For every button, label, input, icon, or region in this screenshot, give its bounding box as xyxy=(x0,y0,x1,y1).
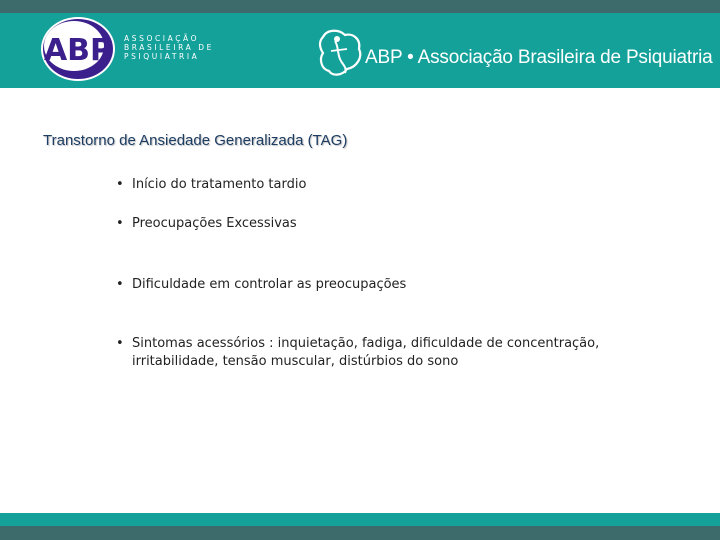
abp-logo xyxy=(40,16,116,82)
top-stripe xyxy=(0,0,720,13)
bottom-stripe xyxy=(0,526,720,540)
banner-text: ABP • Associação Brasileira de Psiquiatria xyxy=(365,47,713,68)
abp-subtitle-line-1: ASSOCIAÇÃO xyxy=(124,34,200,43)
bullet-text: Dificuldade em controlar as preocupações xyxy=(132,277,407,292)
bullet-item xyxy=(116,276,676,294)
bottom-band xyxy=(0,513,720,526)
bullet-dot: • xyxy=(116,216,124,231)
abp-subtitle-line-2: BRASILEIRA DE xyxy=(124,43,215,52)
abp-subtitle-line-3: PSIQUIATRIA xyxy=(124,52,200,61)
banner-emblem-icon xyxy=(317,27,365,79)
bullet-text: Preocupações Excessivas xyxy=(132,216,297,231)
bullet-text: Início do tratamento tardio xyxy=(132,177,307,192)
bullet-text: Sintomas acessórios : inquietação, fadiga, dificuldade de concentração, irritabilidade, tensão muscular, distúrbios do sono xyxy=(132,336,600,369)
bullet-item xyxy=(116,335,676,371)
slide-title: Transtorno de Ansiedade Generalizada (TAG) xyxy=(43,132,348,149)
bullet-dot: • xyxy=(116,277,124,292)
abp-subtitle xyxy=(124,34,214,61)
bullet-item xyxy=(116,215,676,233)
bullet-item xyxy=(116,176,676,194)
abp-logo-text: ABP xyxy=(43,33,113,68)
bullet-dot: • xyxy=(116,177,124,192)
bullet-dot: • xyxy=(116,336,124,351)
